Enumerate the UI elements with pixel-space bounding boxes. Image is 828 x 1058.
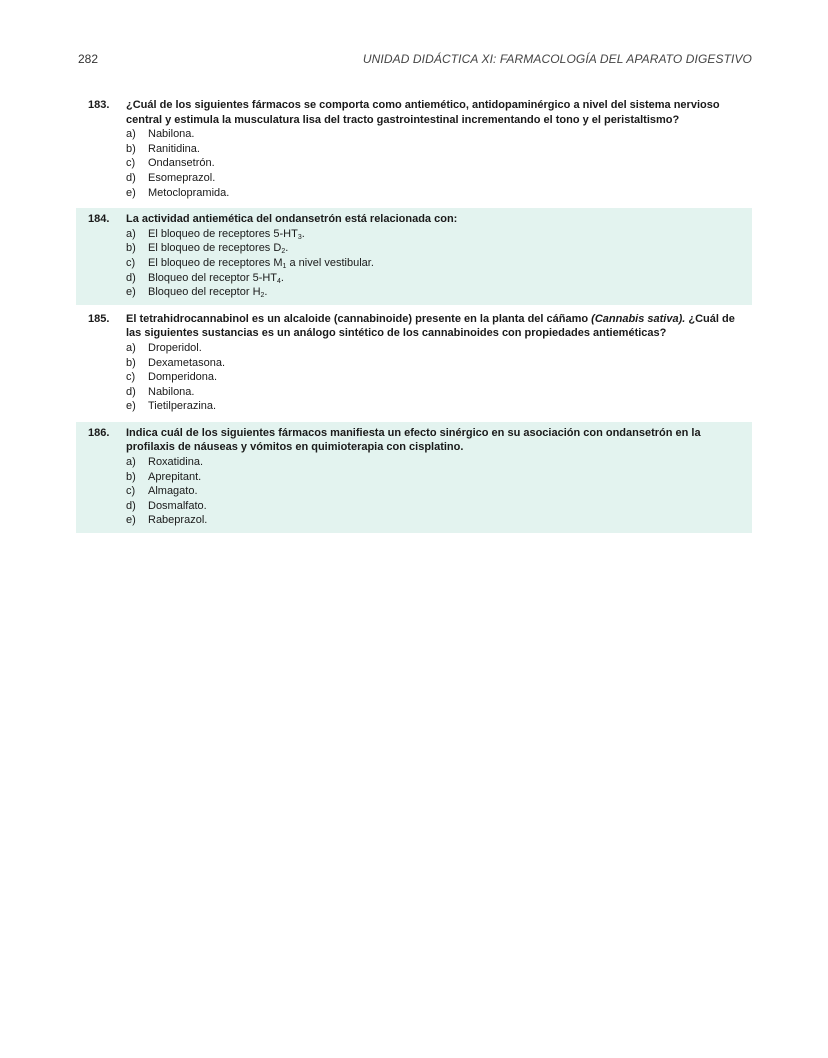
options-list	[126, 341, 742, 414]
option-letter: d)	[126, 271, 136, 284]
option-letter: e)	[126, 186, 136, 199]
question-stem: Indica cuál de los siguientes fármacos manifiesta un efecto sinérgico en su asociación con ondansetrón en la profilaxis de náuseas y vómitos en quimioterapia con cisplatino.	[126, 426, 701, 454]
option-letter: e)	[126, 400, 136, 413]
option-b	[126, 470, 742, 485]
option-a	[126, 127, 742, 142]
question-list	[76, 94, 752, 533]
option-letter: e)	[126, 286, 136, 299]
option-text: Dexametasona.	[148, 356, 226, 369]
option-text: Metoclopramida.	[148, 186, 230, 199]
option-d	[126, 499, 742, 514]
option-a	[126, 227, 742, 242]
question-185	[76, 308, 752, 419]
option-letter: b)	[126, 356, 136, 369]
option-text: Droperidol.	[148, 341, 202, 354]
option-a	[126, 341, 742, 356]
option-text-end: .	[285, 242, 289, 255]
option-letter: b)	[126, 470, 136, 483]
option-e	[126, 513, 742, 528]
option-text: El bloqueo de receptores D	[148, 242, 282, 255]
question-186	[76, 422, 752, 533]
option-letter: d)	[126, 171, 136, 184]
option-letter: b)	[126, 142, 136, 155]
question-stem: ¿Cuál de los siguientes fármacos se comporta como antiemético, antidopaminérgico a nivel del sistema nervioso central y estimula la musculatura lisa del tracto gastrointestinal incrementando el tono y el peristaltismo?	[126, 99, 720, 126]
option-text-end: .	[301, 227, 305, 240]
option-c	[126, 484, 742, 499]
page-header	[78, 52, 752, 70]
option-a	[126, 455, 742, 470]
option-e	[126, 399, 742, 414]
option-b	[126, 241, 742, 256]
option-d	[126, 171, 742, 186]
question-number: 185.	[88, 312, 110, 325]
option-text: Ondansetrón.	[148, 157, 215, 170]
question-184	[76, 208, 752, 305]
stem-text: El tetrahidrocannabinol es un alcaloide (cannabinoide) presente en la planta del cáñamo	[126, 312, 592, 325]
option-text: Rabeprazol.	[148, 514, 208, 527]
option-letter: a)	[126, 341, 136, 354]
option-text-end: .	[264, 286, 268, 299]
option-text: Roxatidina.	[148, 456, 204, 469]
option-letter: e)	[126, 514, 136, 527]
option-b	[126, 142, 742, 157]
option-text: Almagato.	[148, 485, 198, 498]
option-text: Esomeprazol.	[148, 171, 216, 184]
option-text: El bloqueo de receptores M	[148, 256, 283, 269]
option-letter: d)	[126, 499, 136, 512]
option-subscript: 4	[277, 277, 281, 285]
stem-text-end: ¿Cuál de las siguientes sustancias es un análogo sintético de los cannabinoides con propiedades antieméticas?	[126, 312, 738, 340]
option-subscript: 3	[297, 233, 302, 241]
options-list	[126, 227, 742, 300]
option-letter: a)	[126, 128, 136, 141]
option-b	[126, 356, 742, 371]
option-letter: c)	[126, 256, 136, 269]
question-stem: La actividad antiemética del ondansetrón está relacionada con:	[126, 213, 458, 226]
option-letter: a)	[126, 227, 136, 240]
stem-italic-text: (Cannabis sativa).	[591, 312, 686, 325]
question-183	[76, 94, 752, 205]
option-c	[126, 370, 742, 385]
option-text: Tietilperazina.	[148, 400, 217, 413]
option-c	[126, 156, 742, 171]
question-stem	[126, 312, 742, 341]
option-text: Bloqueo del receptor H	[148, 286, 261, 299]
options-list	[126, 455, 742, 528]
options-list	[126, 127, 742, 200]
option-d	[126, 385, 742, 400]
option-letter: b)	[126, 242, 136, 255]
option-text: Aprepitant.	[148, 470, 202, 483]
option-text: Ranitidina.	[148, 142, 200, 155]
option-c	[126, 256, 742, 271]
option-text-end: .	[280, 271, 284, 284]
option-letter: d)	[126, 385, 136, 398]
question-number: 183.	[88, 99, 110, 111]
question-number: 184.	[88, 213, 110, 226]
option-text: Bloqueo del receptor 5-HT	[148, 271, 278, 284]
option-letter: a)	[126, 456, 136, 469]
option-text: El bloqueo de receptores 5-HT	[148, 227, 298, 240]
option-e	[126, 285, 742, 300]
option-subscript: 2	[281, 248, 286, 256]
option-letter: c)	[126, 157, 136, 170]
option-subscript: 1	[282, 262, 287, 270]
option-text: Dosmalfato.	[148, 499, 207, 512]
option-text-end: a nivel vestibular.	[286, 256, 374, 269]
question-number: 186.	[88, 426, 110, 439]
option-d	[126, 271, 742, 286]
option-letter: c)	[126, 485, 136, 498]
option-subscript: 2	[260, 292, 265, 300]
option-e	[126, 186, 742, 201]
page-number: 282	[78, 52, 99, 66]
option-text: Nabilona.	[148, 128, 195, 141]
option-letter: c)	[126, 371, 136, 384]
option-text: Domperidona.	[148, 371, 218, 384]
option-text: Nabilona.	[148, 385, 195, 398]
running-title: UNIDAD DIDÁCTICA XI: FARMACOLOGÍA DEL APARATO DIGESTIVO	[362, 52, 752, 66]
